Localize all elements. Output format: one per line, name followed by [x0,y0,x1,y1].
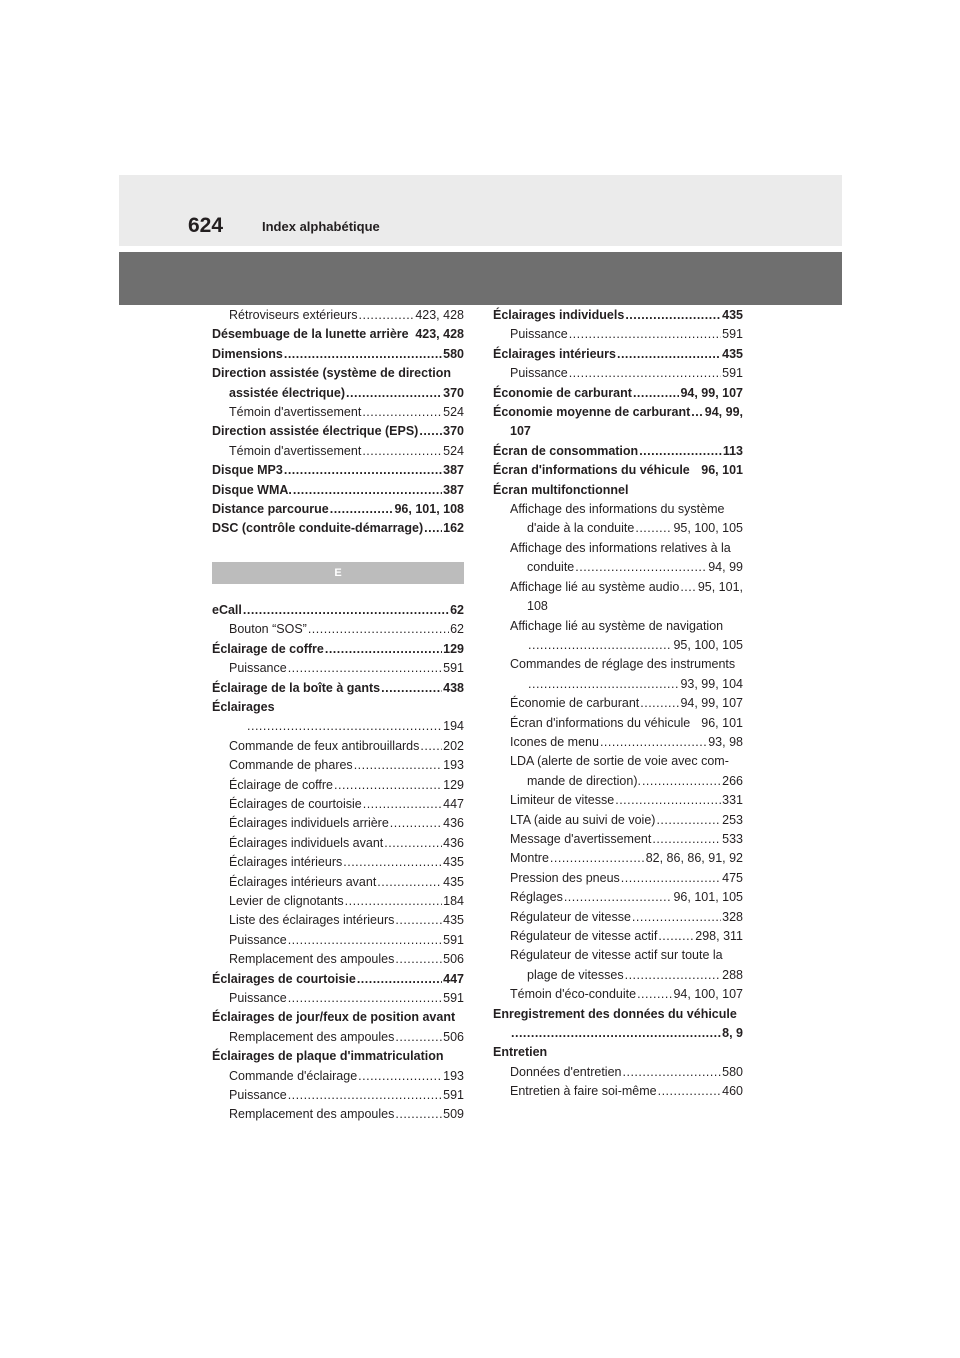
page-reference[interactable]: 129 [443,777,464,792]
index-entry [493,927,743,946]
page-number: 624 [188,214,224,237]
index-entry [212,989,464,1008]
dot-leader [569,364,721,383]
dot-leader [343,853,442,872]
page-reference[interactable]: 162 [443,521,464,536]
index-term: Éclairages intérieurs avant [229,874,377,889]
index-term: Direction assistée (système de direction [212,366,451,381]
index-entry [493,733,743,752]
page-reference[interactable]: 82, 86, 86, 91, 92 [645,851,743,866]
page-reference[interactable]: 460 [722,1084,743,1099]
index-term: eCall [212,602,242,617]
index-term: Affichage des informations relatives à la [510,540,731,555]
dot-leader [632,908,721,927]
dot-leader [284,345,442,364]
dot-leader [288,1086,442,1105]
index-entry [212,717,464,736]
page-reference[interactable]: 94, 99, 107 [680,385,743,400]
index-term: Dimensions [212,346,283,361]
page-reference[interactable]: 8, 9 [722,1026,743,1041]
index-term: Message d'avertissement [510,831,652,846]
page-reference[interactable]: 591 [443,661,464,676]
index-entry [493,1082,743,1101]
index-entry [493,422,743,441]
index-term: Direction assistée électrique (EPS) [212,424,419,439]
page-reference[interactable]: 423, 428 [415,327,464,342]
index-list-e-continued [493,306,743,1102]
page-reference[interactable]: 580 [722,1064,743,1079]
page-reference[interactable]: 62 [450,622,464,637]
dot-leader [288,931,442,950]
page-reference[interactable]: 94, 99 [708,560,743,575]
index-entry [212,1047,464,1066]
dot-leader [600,733,707,752]
dot-leader [550,849,645,868]
page-reference[interactable]: 94, 100, 107 [673,987,743,1002]
page-reference[interactable]: 96, 101, 108 [394,502,464,517]
page-reference[interactable]: 509 [443,1107,464,1122]
index-term: Économie de carburant [510,696,640,711]
index-entry [212,1086,464,1105]
page-reference[interactable]: 95, 101, [697,579,743,594]
dot-leader [395,911,442,930]
dot-leader [637,985,672,1004]
index-entry [493,384,743,403]
dot-leader [284,461,442,480]
index-entry [212,403,464,422]
index-term: Remplacement des ampoules [229,952,395,967]
index-entry [493,888,743,907]
dot-leader [623,1063,722,1082]
dot-leader [363,795,442,814]
dot-leader [334,776,442,795]
index-term: Rétroviseurs extérieurs [229,308,358,322]
page-reference[interactable]: 506 [443,952,464,967]
dot-leader [640,694,679,713]
page-reference[interactable]: 62 [450,602,464,617]
index-entry [212,345,464,364]
index-entry [212,853,464,872]
dot-leader [345,892,442,911]
index-term: Éclairages de courtoisie [212,971,356,986]
index-term: Éclairages individuels arrière [229,816,389,831]
index-term: Économie moyenne de carburant [493,405,691,420]
page-reference[interactable]: 533 [722,831,743,846]
dot-leader [528,636,672,655]
index-entry [493,481,743,500]
index-term: Puissance [229,661,287,676]
dot-leader [564,888,673,907]
index-term: Puissance [229,991,287,1005]
index-term: Affichage lié au système de navigation [510,618,724,633]
page-reference[interactable]: 202 [443,738,464,753]
index-term: Entretien [493,1045,548,1060]
index-entry [493,752,743,771]
index-term: conduite [527,560,575,575]
dot-leader [615,791,721,810]
page-reference[interactable]: 194 [443,719,464,734]
index-entry [493,403,743,422]
page-reference[interactable]: 436 [443,835,464,850]
page-reference[interactable]: 95, 100, 105 [673,637,743,652]
page-reference[interactable]: 184 [443,893,464,908]
dot-leader [243,601,449,620]
index-term: Commande d'éclairage [229,1068,358,1083]
index-term: Données d'entretien [510,1064,622,1079]
page-reference[interactable]: 288 [722,967,743,982]
index-term: Témoin d'avertissement [229,405,362,420]
index-entry [212,970,464,989]
index-term: Éclairages [212,699,275,714]
index-entry [212,950,464,969]
dot-leader [652,830,721,849]
dot-leader [384,834,442,853]
index-term: assistée électrique) [229,385,346,400]
index-entry [493,461,743,480]
page-reference[interactable]: 94, 99, 107 [680,696,743,711]
index-entry [212,737,464,756]
index-term: Puissance [510,366,568,381]
letter-divider-e: E [212,562,464,584]
index-term: 108 [527,599,548,614]
page-reference[interactable]: 524 [443,443,464,458]
dot-leader [325,640,442,659]
page-reference[interactable]: 435 [722,308,743,322]
index-entry [493,985,743,1004]
dot-leader [625,306,721,325]
index-entry [212,1008,464,1027]
index-term: plage de vitesses [527,967,624,982]
page-reference[interactable]: 591 [443,991,464,1005]
section-title: Index alphabétique [262,219,380,234]
index-term: Disque WMA. [212,482,292,497]
dot-leader [639,442,722,461]
page-reference[interactable]: 423, 428 [415,308,464,322]
index-entry [212,384,464,403]
index-term: Éclairages de plaque d'immatriculation [212,1049,444,1064]
index-entry [493,306,743,325]
index-term: Enregistrement des données du véhicule [493,1006,737,1021]
dot-leader [288,659,442,678]
index-term: Remplacement des ampoules [229,1029,395,1044]
header-band [119,175,842,246]
page-reference[interactable]: 370 [443,385,464,400]
index-term: Éclairages individuels avant [229,835,384,850]
index-entry [212,756,464,775]
index-entry [212,364,464,383]
index-term: LDA (alerte de sortie de voie avec com- [510,754,729,769]
index-entry [212,776,464,795]
dot-leader [621,869,721,888]
dot-leader [569,325,721,344]
page-reference[interactable]: 387 [443,463,464,478]
dot-leader [395,1105,442,1124]
index-entry [493,675,743,694]
index-entry [493,1063,743,1082]
index-entry [493,655,743,674]
index-entry [212,795,464,814]
index-entry [493,636,743,655]
index-term: Pression des pneus [510,870,620,885]
page-reference[interactable]: 591 [722,366,743,381]
dot-leader [395,950,442,969]
index-entry [493,364,743,383]
page-reference[interactable]: 435 [443,874,464,889]
index-term: Commande de feux antibrouillards [229,738,420,753]
dot-leader [528,675,679,694]
index-entry [212,442,464,461]
dot-leader [419,422,442,441]
dot-leader [625,966,722,985]
dot-leader [288,989,442,1008]
index-entry [212,620,464,639]
dot-leader [642,772,721,791]
index-entry [493,1043,743,1062]
dot-leader [617,345,721,364]
index-term: Écran d'informations du véhicule [510,715,691,730]
index-entry [212,461,464,480]
index-term: Éclairages intérieurs [229,855,343,870]
index-term: Écran multifonctionnel [493,482,629,497]
page-reference[interactable]: 436 [443,816,464,831]
index-term: Régulateur de vitesse actif sur toute la [510,948,723,963]
index-entry [493,966,743,985]
dot-leader [680,578,696,597]
page-reference[interactable]: 447 [443,796,464,811]
page-reference[interactable]: 266 [722,773,743,788]
dot-leader [691,403,703,422]
index-term: Régulateur de vitesse [510,909,631,924]
index-term: Éclairages individuels [493,308,625,322]
page-reference[interactable]: 475 [722,870,743,885]
index-term: Bouton “SOS” [229,622,307,637]
index-term: Commande de phares [229,758,353,773]
index-term: LTA (aide au suivi de voie) [510,812,656,827]
index-term: Commandes de réglage des instruments [510,657,736,672]
dot-leader [330,500,394,519]
index-entry [212,422,464,441]
page-reference[interactable]: 580 [443,346,464,361]
index-term: Écran de consommation [493,443,639,458]
index-entry [493,519,743,538]
index-entry [493,1005,743,1024]
index-entry [212,1105,464,1124]
index-term: Icones de menu [510,734,599,749]
index-entry [493,791,743,810]
dot-leader [293,481,442,500]
page-reference[interactable]: 96, 101 [701,715,743,730]
index-entry [212,519,464,538]
page-reference[interactable]: 96, 101 [701,463,743,478]
index-term: Puissance [510,327,568,342]
index-entry [493,597,743,616]
page-reference[interactable]: 93, 99, 104 [680,676,743,691]
index-entry [493,849,743,868]
dot-leader [357,970,442,989]
page-reference[interactable]: 96, 101, 105 [673,890,743,905]
index-term: Éclairages de courtoisie [229,796,362,811]
index-entry [212,873,464,892]
dot-leader [308,620,449,639]
index-entry [493,539,743,558]
page-reference[interactable]: 387 [443,482,464,497]
index-entry [493,869,743,888]
page-reference[interactable]: 298, 311 [695,929,743,943]
index-term: Éclairage de coffre [212,641,324,656]
page-reference[interactable]: 438 [443,680,464,695]
index-entry [493,946,743,965]
dot-leader [377,873,442,892]
page-reference[interactable]: 447 [443,971,464,986]
index-term: Régulateur de vitesse actif [510,929,658,943]
dot-leader [633,384,680,403]
index-entry [493,714,743,733]
index-entry [212,601,464,620]
index-entry [493,1024,743,1043]
page-reference[interactable]: 591 [722,327,743,342]
index-term: Entretien à faire soi-même [510,1084,657,1099]
index-term: Réglages [510,890,563,905]
page-reference[interactable]: 506 [443,1029,464,1044]
index-entry [212,481,464,500]
page-reference[interactable]: 328 [722,909,743,924]
index-term: Témoin d'avertissement [229,443,362,458]
dot-leader [511,1024,721,1043]
dot-leader [362,403,442,422]
page-reference[interactable]: 193 [443,758,464,773]
page-reference[interactable]: 591 [443,1088,464,1103]
index-term: DSC (contrôle conduite-démarrage) [212,521,424,536]
index-entry [212,640,464,659]
page-reference[interactable]: 591 [443,932,464,947]
dot-leader [424,519,442,538]
dot-leader [359,306,415,325]
index-entry [212,1028,464,1047]
index-term: Désembuage de la lunette arrière [212,327,409,342]
index-entry [212,892,464,911]
index-term: Disque MP3 [212,463,283,478]
dot-leader [362,442,442,461]
page-reference[interactable]: 435 [722,346,743,361]
index-term: Affichage des informations du système [510,502,725,517]
index-entry [212,931,464,950]
page-reference[interactable]: 129 [443,641,464,656]
index-column-right [493,306,743,1102]
index-entry [212,698,464,717]
dot-leader [358,1067,442,1086]
index-entry [493,500,743,519]
index-term: Affichage lié au système audio [510,579,680,594]
dot-leader [656,811,721,830]
index-entry [212,814,464,833]
header-dark-band [119,252,842,305]
page-reference[interactable]: 93, 98 [708,734,743,749]
index-term: mande de direction). [527,773,641,788]
index-entry [493,442,743,461]
index-entry [493,908,743,927]
index-entry [212,679,464,698]
dot-leader [346,384,442,403]
dot-leader [395,1028,442,1047]
dot-leader [247,717,442,736]
index-term: d'aide à la conduite [527,521,635,536]
index-entry [493,694,743,713]
dot-leader [390,814,442,833]
dot-leader [354,756,442,775]
dot-leader [635,519,672,538]
index-column-left [212,306,464,1125]
index-entry [493,578,743,597]
index-entry [212,659,464,678]
dot-leader [575,558,707,577]
index-term: Éclairages de jour/feux de position avant [212,1010,456,1025]
index-term: Écran d'informations du véhicule [493,463,690,478]
dot-leader [658,1082,722,1101]
page-reference[interactable]: 524 [443,405,464,420]
index-term: Montre [510,851,549,866]
page-reference[interactable]: 253 [722,812,743,827]
page-reference[interactable]: 435 [443,913,464,928]
index-entry [493,811,743,830]
index-entry [493,617,743,636]
index-entry [212,911,464,930]
page-reference[interactable]: 95, 100, 105 [673,521,743,536]
index-term: Économie de carburant [493,385,632,400]
index-entry [212,834,464,853]
index-entry [493,772,743,791]
index-list-e [212,601,464,1125]
page-reference[interactable]: 94, 99, [704,405,743,420]
page-reference[interactable]: 331 [722,793,743,808]
index-entry [493,325,743,344]
index-entry [212,306,464,325]
page-reference[interactable]: 435 [443,855,464,870]
dot-leader [420,737,442,756]
index-list-d [212,306,464,539]
index-term: Puissance [229,1088,287,1103]
index-entry [493,558,743,577]
index-term: Distance parcourue [212,502,329,517]
index-term: Liste des éclairages intérieurs [229,913,395,928]
index-term: Éclairage de la boîte à gants [212,680,381,695]
page-reference[interactable]: 193 [443,1068,464,1083]
dot-leader [381,679,442,698]
index-term: Levier de clignotants [229,893,344,908]
dot-leader [658,927,694,946]
index-term: Éclairages intérieurs [493,346,616,361]
page-reference[interactable]: 113 [722,443,743,458]
index-entry [493,830,743,849]
index-term: 107 [510,424,531,439]
index-entry [212,1067,464,1086]
index-entry [493,345,743,364]
index-entry [212,325,464,344]
page-reference[interactable]: 370 [443,424,464,439]
index-term: Remplacement des ampoules [229,1107,395,1122]
index-term: Puissance [229,932,287,947]
index-term: Témoin d'éco-conduite [510,987,637,1002]
index-term: Éclairage de coffre [229,777,333,792]
index-entry [212,500,464,519]
index-term: Limiteur de vitesse [510,793,615,808]
